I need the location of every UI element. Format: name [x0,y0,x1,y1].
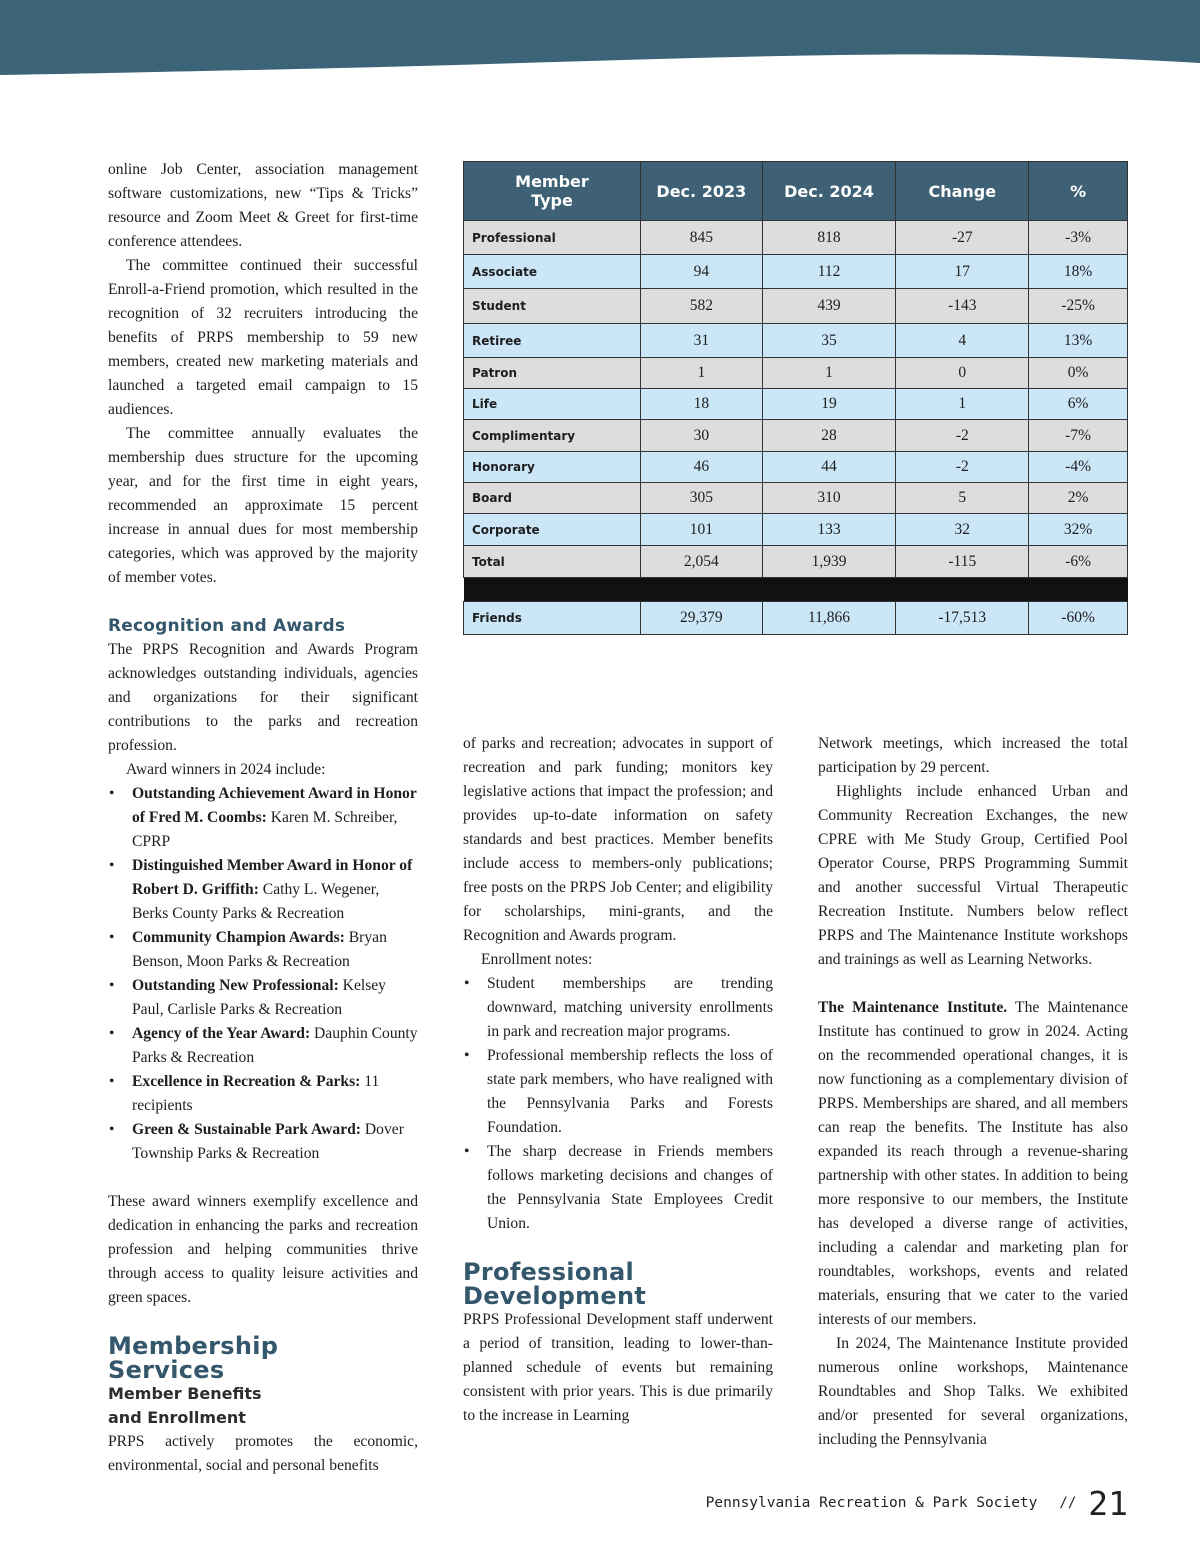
percent-value: -3% [1029,221,1128,255]
column-header: Dec. 2023 [640,162,762,221]
footer-separator: // [1059,1495,1077,1511]
paragraph: The committee annually evaluates the membership dues structure for the upcoming year, and for the first time in eight years, recommended an approximate 15 percent increase in annual dues for most membership categories, which was approved by the majority of member votes. [108,425,418,586]
member-type: Board [464,483,641,514]
table-row [464,483,1128,514]
award-winner: Bryan Benson, Moon Parks & Recreation [132,929,387,970]
paragraph: The committee continued their successful Enroll-a-Friend promotion, which resulted in the recognition of 32 recruiters introducing the benefits of PRPS membership to 59 new members, created new marketing materials and launched a targeted email campaign to 15 audiences. [108,257,418,418]
professional-development-heading: Professional [463,1258,635,1286]
header-banner [0,0,1200,80]
percent-value: 2% [1029,483,1128,514]
member-type: Friends [464,602,641,635]
list-item [108,1070,418,1118]
list-item [108,854,418,926]
member-type: Patron [464,358,641,389]
notes-intro: Enrollment notes: [481,951,593,968]
paragraph: Highlights include enhanced Urban and Community Recreation Exchanges, the new CPRE with Me Study Group, Certified Pool Operator Course, PRPS Programming Summit and another successful Virtual Therapeutic Recreation Institute. Numbers below reflect PRPS and The Maintenance Institute workshops and trainings as well as Learning Networks. [818,783,1128,968]
change-value: 4 [896,324,1029,358]
table-row [464,324,1128,358]
award-name: Green & Sustainable Park Award: [132,1121,362,1138]
change-value: -115 [896,546,1029,578]
footer-organization: Pennsylvania Recreation & Park Society [705,1495,1038,1511]
dec-2023-value: 845 [640,221,762,255]
dec-2023-value: 305 [640,483,762,514]
percent-value: 13% [1029,324,1128,358]
paragraph: PRPS Professional Development staff underwent a period of transition, leading to lower-than-planned schedule of events but remaining consistent with prior years. This is due primarily to the increase in Learning [463,1311,773,1424]
percent-value: 6% [1029,389,1128,420]
list-item [108,926,418,974]
table-row [464,255,1128,289]
change-value: 32 [896,514,1029,546]
table-divider [464,578,1128,602]
change-value: -143 [896,289,1029,324]
dec-2024-value: 818 [762,221,896,255]
dec-2023-value: 94 [640,255,762,289]
table-row-total [464,546,1128,578]
dec-2024-value: 19 [762,389,896,420]
list-item [108,782,418,854]
table-header-row [464,162,1128,221]
paragraph: PRPS actively promotes the economic, environmental, social and personal benefits [108,1433,418,1474]
dec-2024-value: 112 [762,255,896,289]
dec-2024-value: 310 [762,483,896,514]
table-row [464,289,1128,324]
paragraph [818,996,1128,1332]
paragraph: These award winners exemplify excellence and dedication in enhancing the parks and recreation profession and helping communities thrive through access to quality leisure activities and green spaces. [108,1193,418,1306]
recognition-heading: Recognition and Awards [108,616,346,636]
change-value: 5 [896,483,1029,514]
dec-2023-value: 46 [640,452,762,483]
award-winner: Kelsey Paul, Carlisle Parks & Recreation [132,977,386,1018]
dec-2024-value: 1 [762,358,896,389]
award-winner: 11 recipients [132,1073,380,1114]
change-value: -2 [896,420,1029,452]
dec-2023-value: 1 [640,358,762,389]
enrollment-notes-list [463,972,773,1236]
column-header: % [1029,162,1128,221]
award-winner: Dauphin County Parks & Recreation [132,1025,418,1066]
member-type: Life [464,389,641,420]
award-name: Outstanding New Professional: [132,977,339,994]
table-row [464,221,1128,255]
dec-2024-value: 11,866 [762,602,896,635]
column-header: Dec. 2024 [762,162,896,221]
benefits-heading: and Enrollment [108,1408,246,1427]
percent-value: 18% [1029,255,1128,289]
list-item: • Professional membership reflects the loss of state park members, who have realigned with the Pennsylvania Parks and Forests Foundation. [463,1044,773,1140]
list-item: • Student memberships are trending downward, matching university enrollments in park and recreation major programs. [463,972,773,1044]
paragraph: of parks and recreation; advocates in support of recreation and park funding; monitors key legislative actions that impact the profession; and provides up-to-date information on safety standards and best practices. Member benefits include access to members-only publications; free posts on the PRPS Job Center; and eligibility for scholarships, mini-grants, and the Recognition and Awards program. [463,735,773,944]
paragraph: The PRPS Recognition and Awards Program acknowledges outstanding individuals, agencies and organizations for their significant contributions to the parks and recreation profession. [108,641,418,754]
professional-development-heading: Development [463,1282,647,1310]
membership-table [463,161,1128,635]
column-3 [818,732,1128,1452]
benefits-heading: Member Benefits [108,1384,262,1403]
award-winner: Dover Township Parks & Recreation [132,1121,404,1162]
dec-2023-value: 31 [640,324,762,358]
awards-intro: Award winners in 2024 include: [126,761,326,778]
column-1 [108,158,418,1478]
percent-value: 32% [1029,514,1128,546]
member-type: Retiree [464,324,641,358]
percent-value: -60% [1029,602,1128,635]
page-number: 21 [1088,1483,1128,1523]
dec-2024-value: 44 [762,452,896,483]
dec-2024-value: 133 [762,514,896,546]
maintenance-institute-lead: The Maintenance Institute. [818,999,1008,1016]
dec-2023-value: 101 [640,514,762,546]
paragraph: In 2024, The Maintenance Institute provided numerous online workshops, Maintenance Roundtables and Shop Talks. We exhibited and/or presented for several organizations, including the Pennsylvania [818,1335,1128,1448]
award-name: Excellence in Recreation & Parks: [132,1073,361,1090]
award-name: Outstanding Achievement Award in Honor of Fred M. Coombs: [132,785,417,826]
percent-value: 0% [1029,358,1128,389]
change-value: 17 [896,255,1029,289]
column-header: Member Type [464,162,641,221]
change-value: -27 [896,221,1029,255]
member-type: Corporate [464,514,641,546]
list-item: • The sharp decrease in Friends members follows marketing decisions and changes of the Pennsylvania State Employees Credit Union. [463,1140,773,1236]
column-2 [463,732,773,1428]
award-name: Distinguished Member Award in Honor of Robert D. Griffith: [132,857,413,898]
dec-2023-value: 18 [640,389,762,420]
table-row [464,514,1128,546]
award-winner: Cathy L. Wegener, Berks County Parks & Recreation [132,881,380,922]
membership-heading: Membership [108,1332,279,1360]
table-row [464,389,1128,420]
column-header: Change [896,162,1029,221]
dec-2024-value: 28 [762,420,896,452]
page-footer [706,1483,1128,1523]
paragraph: Network meetings, which increased the total participation by 29 percent. [818,735,1128,776]
change-value: 1 [896,389,1029,420]
awards-list [108,782,418,1166]
list-item [108,974,418,1022]
dec-2024-value: 35 [762,324,896,358]
dec-2023-value: 582 [640,289,762,324]
paragraph: online Job Center, association management software customizations, new “Tips & Tricks” resource and Zoom Meet & Greet for first-time conference attendees. [108,161,418,250]
member-type: Honorary [464,452,641,483]
table-row [464,358,1128,389]
dec-2024-value: 439 [762,289,896,324]
table-row [464,420,1128,452]
percent-value: -4% [1029,452,1128,483]
membership-heading: Services [108,1356,225,1384]
dec-2023-value: 29,379 [640,602,762,635]
member-type: Student [464,289,641,324]
percent-value: -6% [1029,546,1128,578]
dec-2024-value: 1,939 [762,546,896,578]
award-name: Community Champion Awards: [132,929,345,946]
award-name: Agency of the Year Award: [132,1025,311,1042]
dec-2023-value: 2,054 [640,546,762,578]
list-item [108,1022,418,1070]
maintenance-institute-text: The Maintenance Institute has continued to grow in 2024. Acting on the recommended operational changes, it is now functioning as a complementary division of PRPS. Memberships are shared, and all members can reap the benefits. The Institute has also expanded its reach through a revenue-sharing partnership with other states. In addition to being more responsive to our members, the Institute has developed a diverse range of activities, including a calendar and marketing plan for roundtables, workshops, events and related materials, ensuring that we cater to the varied interests of our members. [818,999,1128,1328]
percent-value: -25% [1029,289,1128,324]
change-value: 0 [896,358,1029,389]
award-winner: Karen M. Schreiber, CPRP [132,809,398,850]
percent-value: -7% [1029,420,1128,452]
member-type: Total [464,546,641,578]
table-row [464,452,1128,483]
member-type: Associate [464,255,641,289]
change-value: -17,513 [896,602,1029,635]
member-type: Professional [464,221,641,255]
list-item [108,1118,418,1166]
change-value: -2 [896,452,1029,483]
member-type: Complimentary [464,420,641,452]
table-row-friends [464,602,1128,635]
dec-2023-value: 30 [640,420,762,452]
